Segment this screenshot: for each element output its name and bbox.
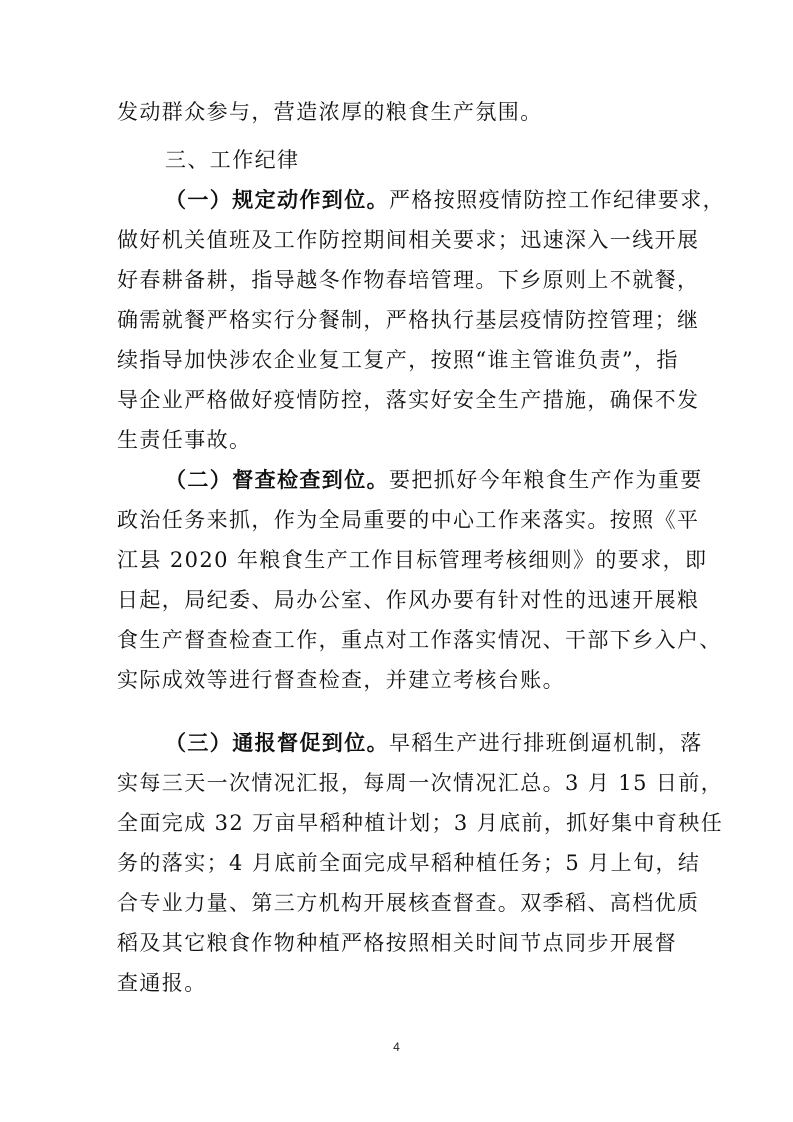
text-line: 好春耕备耕，指导越冬作物春培管理。下乡原则上不就餐， <box>117 268 700 292</box>
text-line: 做好机关值班及工作防控期间相关要求；迅速深入一线开展 <box>117 228 700 252</box>
text-line: 确需就餐严格实行分餐制，严格执行基层疫情防控管理；继 <box>117 308 700 332</box>
section-heading-work-discipline: 三、工作纪律 <box>165 148 300 172</box>
text-line: 导企业严格做好疫情防控，落实好安全生产措施，确保不发 <box>117 388 700 412</box>
text-line: 全面完成 32 万亩早稻种植计划；3 月底前，抓好集中育秧任 <box>117 811 724 835</box>
text-line-1: 发动群众参与，营造浓厚的粮食生产氛围。 <box>117 100 543 124</box>
text-line: 稻及其它粮食作物种植严格按照相关时间节点同步开展督 <box>117 931 677 955</box>
paragraph-2-lead: （二）督查检查到位。 <box>165 468 389 492</box>
text-line: 实际成效等进行督查检查，并建立考核台账。 <box>117 668 565 692</box>
paragraph-2-first-line-rest: 要把抓好今年粮食生产作为重要 <box>389 468 703 492</box>
paragraph-3-lead: （三）通报督促到位。 <box>165 731 389 755</box>
paragraph-2-first-line <box>165 466 703 494</box>
paragraph-1-first-line <box>165 186 725 214</box>
text-line: 务的落实；4 月底前全面完成早稻种植任务；5 月上旬，结 <box>117 851 701 875</box>
text-line: 政治任务来抓，作为全局重要的中心工作来落实。按照《平 <box>117 508 700 532</box>
text-line: 江县 2020 年粮食生产工作目标管理考核细则》的要求，即 <box>117 548 708 572</box>
text-line: 日起，局纪委、局办公室、作风办要有针对性的迅速开展粮 <box>117 588 700 612</box>
text-line: 实每三天一次情况汇报，每周一次情况汇总。3 月 15 日前， <box>117 771 724 795</box>
text-line: 查通报。 <box>117 971 207 995</box>
paragraph-1-lead: （一）规定动作到位。 <box>165 188 389 212</box>
text-line: 生责任事故。 <box>117 428 252 452</box>
page-number: 4 <box>393 1040 400 1054</box>
paragraph-3-first-line-rest: 早稻生产进行排班倒逼机制，落 <box>389 731 703 755</box>
text-line: 合专业力量、第三方机构开展核查督查。双季稻、高档优质 <box>117 891 700 915</box>
paragraph-1-first-line-rest: 严格按照疫情防控工作纪律要求， <box>389 188 725 212</box>
paragraph-3-first-line <box>165 729 703 757</box>
text-line: 续指导加快涉农企业复工复产，按照“谁主管谁负责”，指 <box>117 348 679 372</box>
text-line: 食生产督查检查工作，重点对工作落实情况、干部下乡入户、 <box>117 628 722 652</box>
